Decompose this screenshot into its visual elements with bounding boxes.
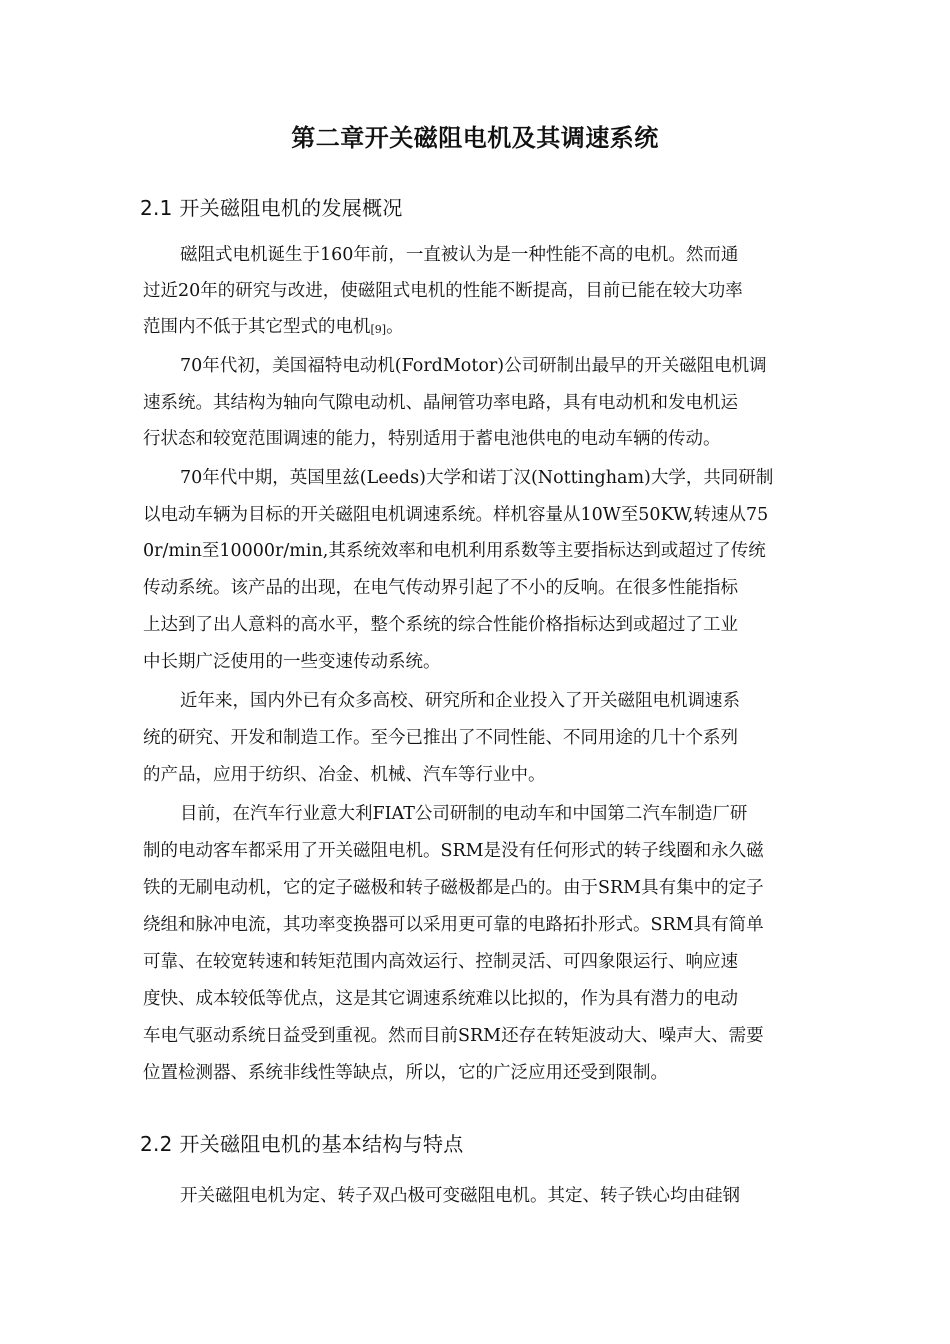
paragraph-line: 车电气驱动系统日益受到重视。然而目前SRM还存在转矩波动大、噪声大、需要 [143, 1026, 764, 1046]
citation-ref: [9] [370, 323, 387, 336]
paragraph-line: 70年代初，美国福特电动机(FordMotor)公司研制出最早的开关磁阻电机调 [180, 356, 767, 376]
paragraph-line: 行状态和较宽范围调速的能力，特别适用于蓄电池供电的电动车辆的传动。 [143, 429, 721, 449]
paragraph-line: 可靠、在较宽转速和转矩范围内高效运行、控制灵活、可四象限运行、响应速 [143, 952, 738, 972]
paragraph-line: 制的电动客车都采用了开关磁阻电机。SRM是没有任何形式的转子线圈和永久磁 [143, 841, 764, 861]
paragraph-line: 开关磁阻电机为定、转子双凸极可变磁阻电机。其定、转子铁心均由硅钢 [180, 1186, 740, 1206]
paragraph-line: 位置检测器、系统非线性等缺点，所以，它的广泛应用还受到限制。 [143, 1063, 668, 1083]
paragraph-line: 以电动车辆为目标的开关磁阻电机调速系统。样机容量从10W至50KW,转速从75 [143, 505, 769, 525]
paragraph-line: 过近20年的研究与改进，使磁阻式电机的性能不断提高，目前已能在较大功率 [143, 281, 743, 301]
paragraph-line: 上达到了出人意料的高水平，整个系统的综合性能价格指标达到或超过了工业 [143, 615, 738, 635]
paragraph-line: 速系统。其结构为轴向气隙电动机、晶闸管功率电路，具有电动机和发电机运 [143, 393, 738, 413]
paragraph-line: 绕组和脉冲电流，其功率变换器可以采用更可靠的电路拓扑形式。SRM具有简单 [143, 915, 764, 935]
chapter-title: 第二章开关磁阻电机及其调速系统 [291, 124, 659, 152]
section-heading-2-1: 2.1 开关磁阻电机的发展概况 [140, 196, 403, 220]
paragraph-line: 近年来，国内外已有众多高校、研究所和企业投入了开关磁阻电机调速系 [180, 691, 740, 711]
paragraph-text: 。 [386, 317, 404, 337]
paragraph-line: 70年代中期，英国里兹(Leeds)大学和诺丁汉(Nottingham)大学，共同研制 [180, 468, 774, 488]
paragraph-line: 中长期广泛使用的一些变速传动系统。 [143, 652, 441, 672]
paragraph-line: 度快、成本较低等优点，这是其它调速系统难以比拟的，作为具有潜力的电动 [143, 989, 738, 1009]
section-heading-2-2: 2.2 开关磁阻电机的基本结构与特点 [140, 1132, 464, 1156]
paragraph-line: 磁阻式电机诞生于160年前，一直被认为是一种性能不高的电机。然而通 [180, 245, 739, 265]
paragraph-line [143, 316, 404, 341]
paragraph-line: 的产品，应用于纺织、冶金、机械、汽车等行业中。 [143, 765, 546, 785]
paragraph-line: 统的研究、开发和制造工作。至今已推出了不同性能、不同用途的几十个系列 [143, 728, 738, 748]
paragraph-text: 范围内不低于其它型式的电机 [143, 317, 371, 337]
paragraph-line: 0r/min至10000r/min,其系统效率和电机利用系数等主要指标达到或超过了传统 [143, 541, 766, 561]
paragraph-line: 传动系统。该产品的出现，在电气传动界引起了不小的反响。在很多性能指标 [143, 578, 738, 598]
paragraph-line: 铁的无刷电动机，它的定子磁极和转子磁极都是凸的。由于SRM具有集中的定子 [143, 878, 764, 898]
paragraph-line: 目前，在汽车行业意大利FIAT公司研制的电动车和中国第二汽车制造厂研 [180, 804, 748, 824]
